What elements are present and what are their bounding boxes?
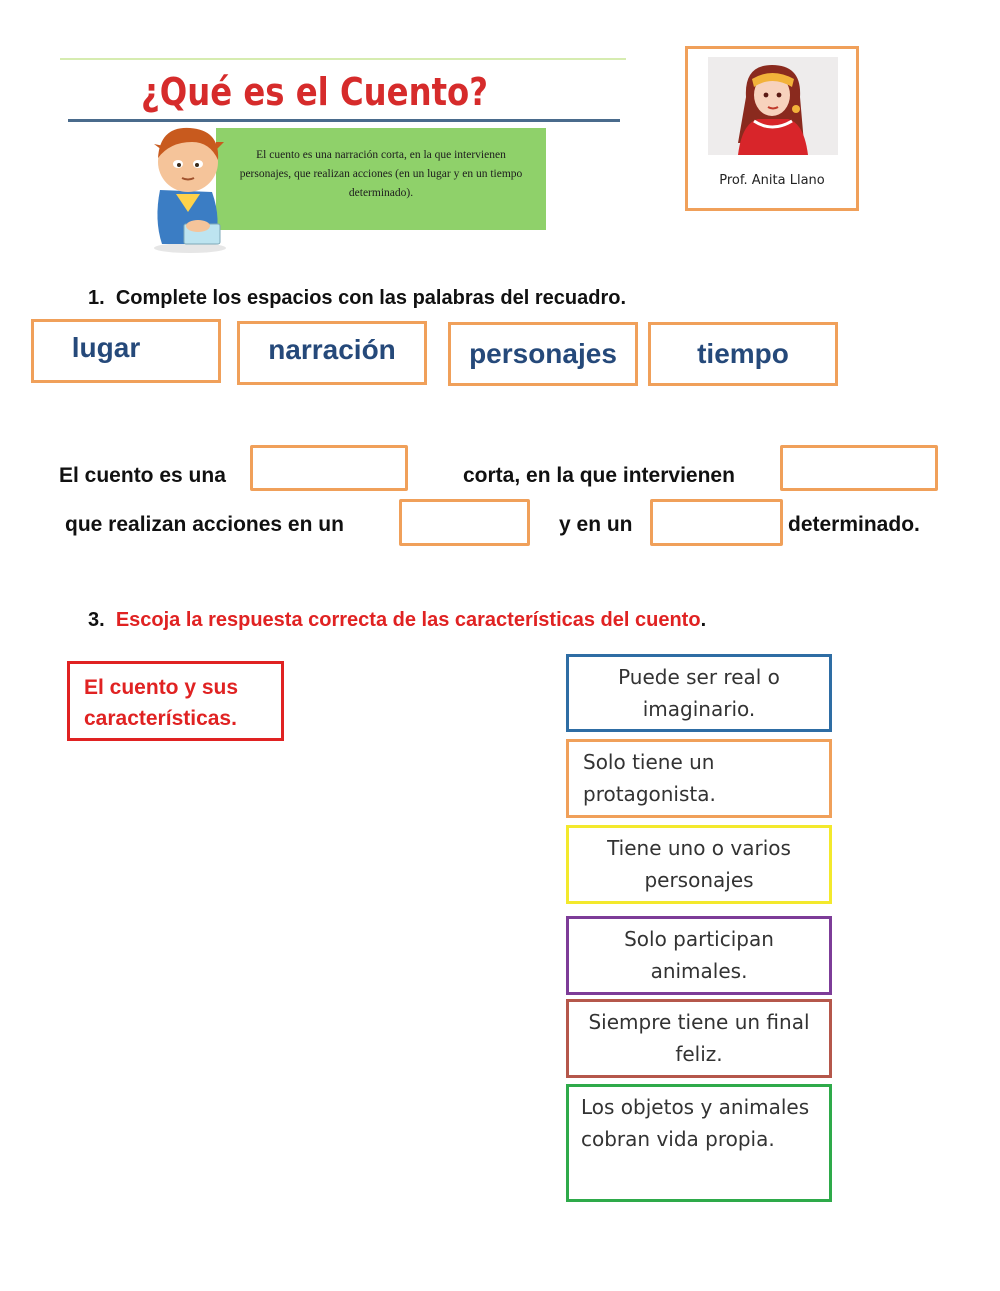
word-card-tiempo[interactable]: tiempo [648, 322, 838, 386]
definition-box: El cuento es una narración corta, en la que intervienen personajes, que realizan acciones (en un lugar y en un tiempo determinado). [216, 128, 546, 230]
instruction-1 [88, 287, 626, 310]
teacher-avatar [708, 57, 838, 155]
option-solo-un-protagonista[interactable]: Solo tiene un protagonista. [566, 739, 832, 818]
option-final-feliz[interactable]: Siempre tiene un final feliz. [566, 999, 832, 1078]
sentence-part-3: que realizan acciones en un [65, 513, 344, 536]
option-solo-animales[interactable]: Solo participan animales. [566, 916, 832, 995]
characteristics-drop-box[interactable]: El cuento y sus características. [67, 661, 284, 741]
banner-top-line [60, 58, 626, 60]
sentence-part-1: El cuento es una [59, 464, 226, 487]
title-banner [56, 54, 630, 254]
boy-writing-illustration [140, 120, 236, 254]
instruction-3-text: Escoja la respuesta correcta de las características del cuento [115, 609, 701, 631]
blank-1-drop-zone[interactable] [250, 445, 408, 491]
teacher-name: Prof. Anita Llano [719, 173, 825, 188]
instruction-3-number: 3. [88, 609, 105, 631]
option-objetos-cobran-vida[interactable]: Los objetos y animales cobran vida propia. [566, 1084, 832, 1202]
word-card-personajes[interactable]: personajes [448, 322, 638, 386]
instruction-3-period: . [700, 609, 707, 631]
instruction-3 [88, 609, 706, 632]
option-real-o-imaginario[interactable]: Puede ser real o imaginario. [566, 654, 832, 732]
sentence-part-2: corta, en la que intervienen [463, 464, 735, 487]
option-uno-o-varios-personajes[interactable]: Tiene uno o varios personajes [566, 825, 832, 904]
instruction-1-text: Complete los espacios con las palabras del recuadro. [115, 287, 626, 309]
instruction-1-number: 1. [88, 287, 105, 309]
blank-2-drop-zone[interactable] [780, 445, 938, 491]
sentence-part-4: y en un [559, 513, 633, 536]
teacher-card [685, 46, 859, 211]
page-title: ¿Qué es el Cuento? [141, 70, 488, 114]
blank-4-drop-zone[interactable] [650, 499, 783, 546]
word-card-narracion[interactable]: narración [237, 321, 427, 385]
sentence-part-5: determinado. [788, 513, 920, 536]
blank-3-drop-zone[interactable] [399, 499, 530, 546]
word-card-lugar[interactable]: lugar [31, 319, 221, 383]
